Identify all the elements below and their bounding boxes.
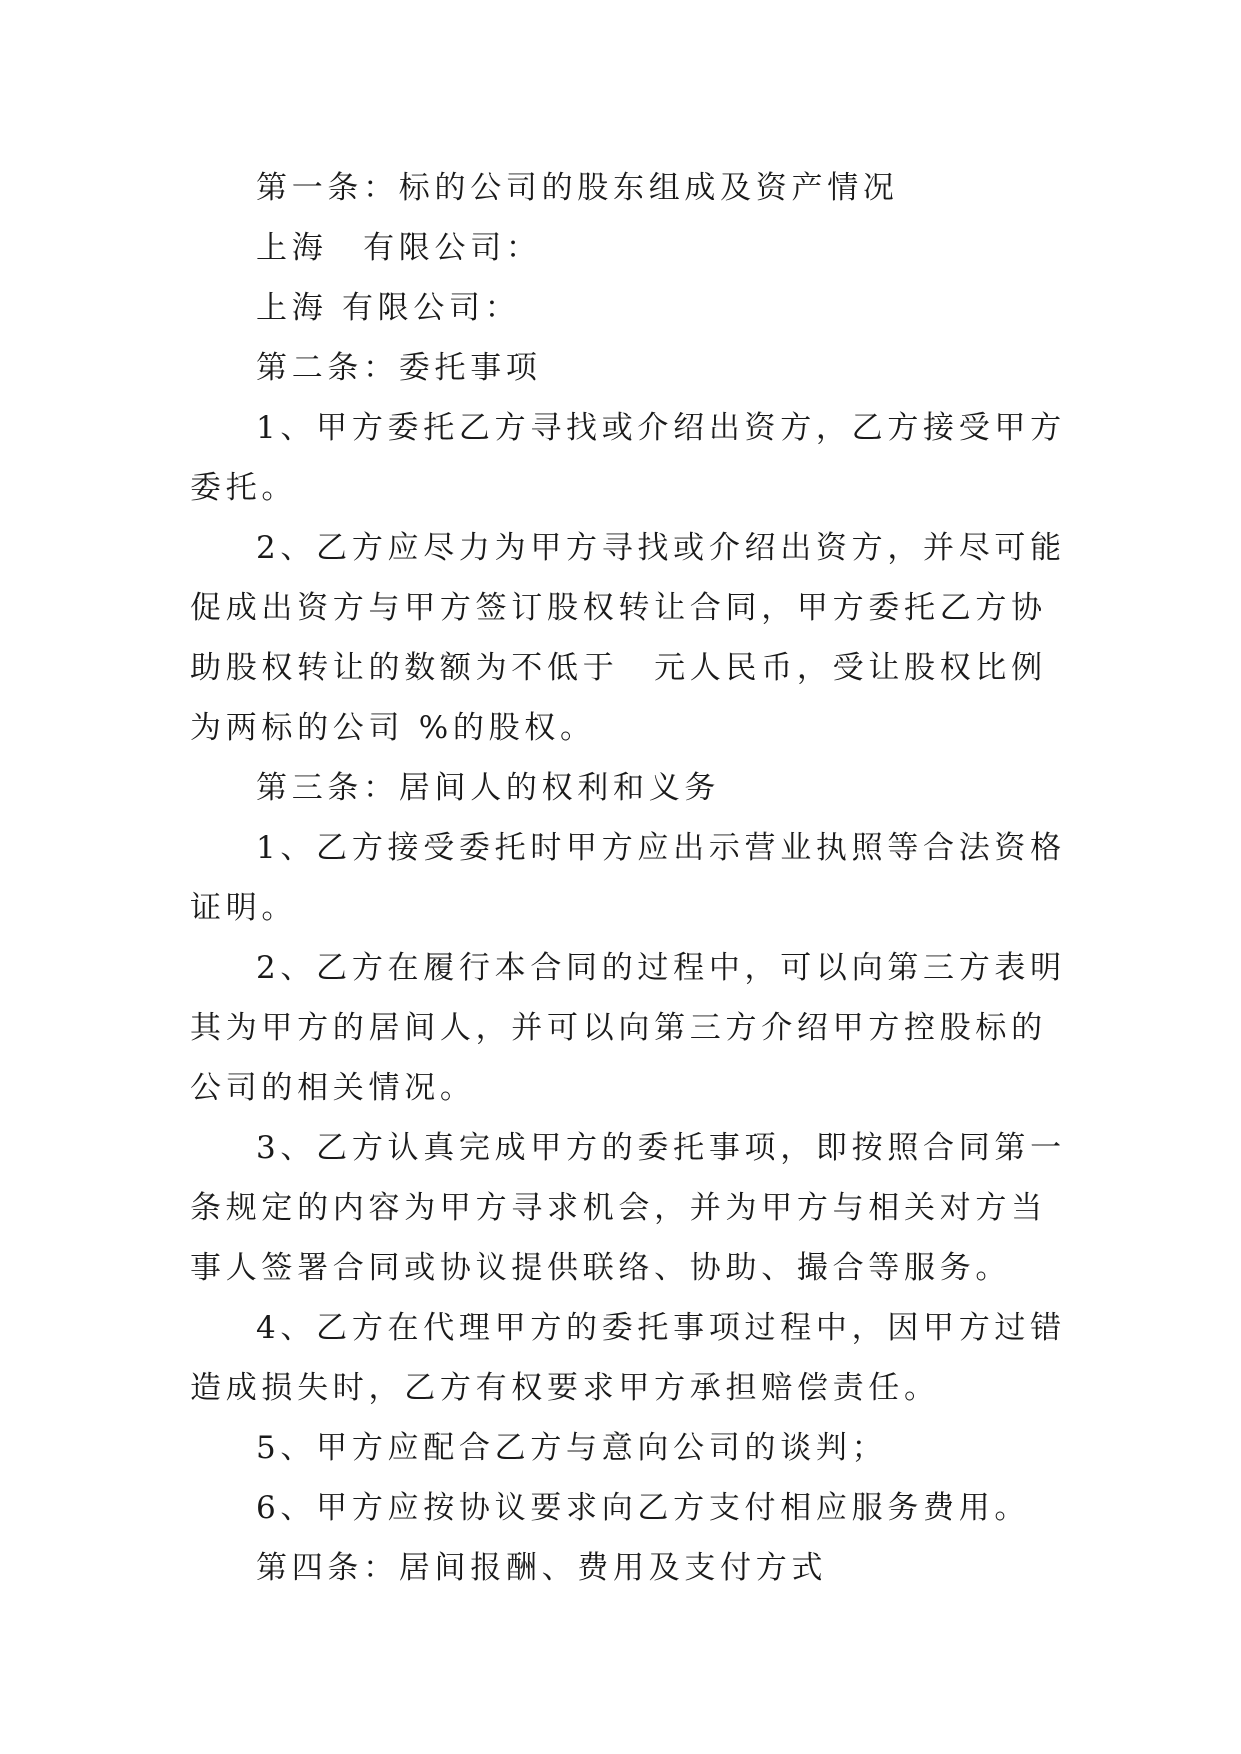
section-3-clause-4: 4、乙方在代理甲方的委托事项过程中，因甲方过错造成损失时，乙方有权要求甲方承担赔偿责任。: [190, 1310, 1066, 1406]
section-2-heading: 第二条：委托事项: [256, 350, 542, 386]
company-line-2: 上海 有限公司：: [256, 290, 521, 326]
section-2-clause-1: 1、甲方委托乙方寻找或介绍出资方，乙方接受甲方委托。: [190, 410, 1066, 506]
document-body: [190, 158, 1070, 1598]
section-1-heading: 第一条：标的公司的股东组成及资产情况: [256, 170, 899, 206]
section-3-clause-5: 5、甲方应配合乙方与意向公司的谈判；: [256, 1430, 888, 1466]
company-line-1: 上海 有限公司：: [256, 230, 542, 266]
section-3-clause-6: 6、甲方应按协议要求向乙方支付相应服务费用。: [256, 1490, 1031, 1526]
section-4-heading: 第四条：居间报酬、费用及支付方式: [256, 1550, 828, 1586]
section-2-clause-2: 2、乙方应尽力为甲方寻找或介绍出资方，并尽可能促成出资方与甲方签订股权转让合同，甲方委托乙方协助股权转让的数额为不低于 元人民币，受让股权比例为两标的公司 %的股权。: [190, 530, 1066, 746]
section-3-heading: 第三条：居间人的权利和义务: [256, 770, 721, 806]
section-3-clause-3: 3、乙方认真完成甲方的委托事项，即按照合同第一条规定的内容为甲方寻求机会，并为甲方与相关对方当事人签署合同或协议提供联络、协助、撮合等服务。: [190, 1130, 1066, 1286]
section-3-clause-2: 2、乙方在履行本合同的过程中，可以向第三方表明其为甲方的居间人，并可以向第三方介绍甲方控股标的公司的相关情况。: [190, 950, 1066, 1106]
section-3-clause-1: 1、乙方接受委托时甲方应出示营业执照等合法资格证明。: [190, 830, 1066, 926]
